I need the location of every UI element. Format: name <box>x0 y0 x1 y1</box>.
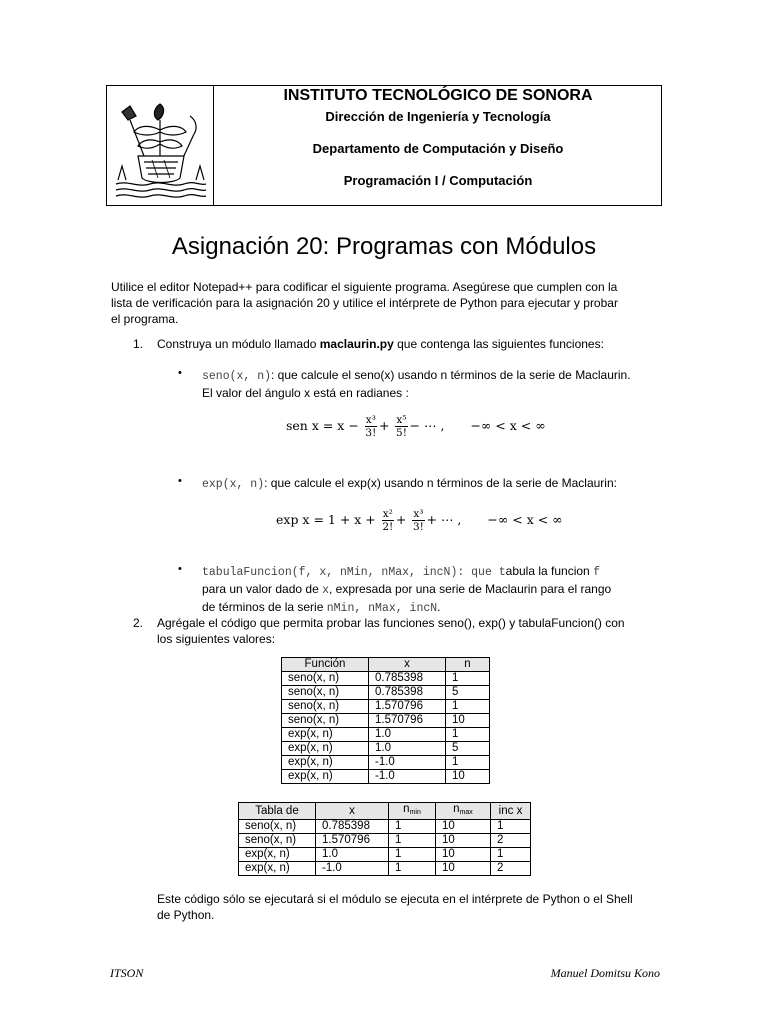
table-row <box>282 742 490 756</box>
table-row <box>282 686 490 700</box>
closing-line: de Python. <box>157 908 215 922</box>
table-cell: 5 <box>446 742 490 756</box>
seno-desc-2: El valor del ángulo x está en radianes : <box>202 386 409 400</box>
course-name: Programación I / Computación <box>343 173 533 188</box>
table-cell: seno(x, n) <box>239 820 316 834</box>
table-header-cell: Tabla de <box>239 803 316 820</box>
test-values-table <box>281 657 490 784</box>
table-cell: seno(x, n) <box>282 714 369 728</box>
closing-paragraph <box>157 891 667 923</box>
table-header-cell: x <box>316 803 389 820</box>
exp-desc: : que calcule el exp(x) usando n términos de la serie de Maclaurin: <box>264 476 617 490</box>
fraction-den: 2! <box>382 521 394 533</box>
intro-line: el programa. <box>111 312 179 326</box>
tabula-table <box>238 802 531 876</box>
table-row <box>282 756 490 770</box>
header-sub: min <box>409 809 421 816</box>
fraction-num: x² <box>382 508 393 520</box>
table-cell: 1.570796 <box>369 714 446 728</box>
table-cell: seno(x, n) <box>282 686 369 700</box>
table-cell: 10 <box>436 834 491 848</box>
header-text <box>215 86 661 188</box>
formula-exp <box>276 508 563 533</box>
closing-line: Este código sólo se ejecutará si el módulo se ejecuta en el intérprete de Python o el Shell <box>157 892 633 906</box>
intro-line: lista de verificación para la asignación 20 y utilice el intérprete de Python para ejecutar y probar <box>111 296 618 310</box>
table-row <box>239 834 531 848</box>
item-2-line: Agrégale el código que permita probar las funciones seno(), exp() y tabulaFuncion() con <box>157 616 625 630</box>
formula-sin-lhs: sen x = x − <box>286 418 359 433</box>
fraction-den: 3! <box>412 521 424 533</box>
intro-line: Utilice el editor Notepad++ para codificar el siguiente programa. Asegúrese que cumplen con la <box>111 280 618 294</box>
table-cell: 10 <box>436 862 491 876</box>
footer-right: Manuel Domitsu Kono <box>550 966 660 980</box>
bullet-exp <box>202 475 662 493</box>
header-sub: max <box>459 809 473 816</box>
item-2-text <box>157 615 667 647</box>
logo-cell <box>107 86 214 205</box>
table-row <box>282 728 490 742</box>
table-cell: exp(x, n) <box>239 848 316 862</box>
code-seno: seno(x, n) <box>202 370 272 383</box>
table-cell: 1.0 <box>316 848 389 862</box>
tabula-line2-pre: para un valor dado de <box>202 582 323 596</box>
table-cell: -1.0 <box>369 770 446 784</box>
institution-logo <box>108 86 213 204</box>
tabula-line3-post: . <box>437 600 441 614</box>
code-f: f <box>593 566 600 579</box>
fraction-num: x³ <box>413 508 424 520</box>
institution-name: INSTITUTO TECNOLÓGICO DE SONORA <box>283 87 593 104</box>
bullet-icon: • <box>178 367 182 379</box>
module-name: maclaurin.py <box>319 337 394 351</box>
table-cell: seno(x, n) <box>239 834 316 848</box>
code-x: x <box>322 584 329 597</box>
table-cell: 1.0 <box>369 742 446 756</box>
table-cell: -1.0 <box>316 862 389 876</box>
table-row <box>239 820 531 834</box>
table-body <box>282 672 490 784</box>
header-base: n <box>453 803 460 815</box>
fraction <box>365 414 377 439</box>
page-title: Asignación 20: Programas con Módulos <box>171 233 597 260</box>
fraction <box>395 414 407 439</box>
item-1-number: 1. <box>133 337 144 351</box>
table-cell: exp(x, n) <box>282 742 369 756</box>
table-cell: 1.0 <box>369 728 446 742</box>
formula-op: + <box>395 512 407 527</box>
tabula-line2-post: , expresada por una serie de Maclaurin para el rango <box>329 582 612 596</box>
item-2-number: 2. <box>133 616 144 630</box>
fraction-num: x⁵ <box>396 414 407 426</box>
table-cell: 1.570796 <box>369 700 446 714</box>
table-row <box>282 700 490 714</box>
table-cell: 1 <box>446 672 490 686</box>
item-1-text <box>157 336 667 352</box>
table-cell: 1 <box>389 862 436 876</box>
table-cell: exp(x, n) <box>282 728 369 742</box>
table-cell: 0.785398 <box>316 820 389 834</box>
table-cell: 2 <box>491 834 531 848</box>
table-cell: 10 <box>446 770 490 784</box>
intro-paragraph <box>111 279 671 327</box>
table-cell: 1 <box>389 848 436 862</box>
table-row <box>282 770 490 784</box>
table-cell: -1.0 <box>369 756 446 770</box>
fraction-den: 3! <box>365 427 377 439</box>
seno-desc: : que calcule el seno(x) usando n términos de la serie de Maclaurin. <box>271 368 631 382</box>
table-cell: 2 <box>491 862 531 876</box>
table-header-cell: inc x <box>491 803 531 820</box>
table-cell: 1 <box>446 728 490 742</box>
bullet-tabula <box>202 563 672 617</box>
direction-name: Dirección de Ingeniería y Tecnología <box>325 109 551 124</box>
formula-tail: + ⋯ , <box>426 512 462 527</box>
table-cell: 1 <box>389 820 436 834</box>
code-tabula: tabulaFuncion(f, x, nMin, nMax, incN): que t <box>202 566 506 579</box>
item-1-pre: Construya un módulo llamado <box>157 337 320 351</box>
table-cell: 5 <box>446 686 490 700</box>
table-row <box>282 672 490 686</box>
table-header-cell <box>436 803 491 820</box>
formula-range: −∞ < x < ∞ <box>470 418 546 433</box>
table-body <box>239 820 531 876</box>
header-base: n <box>403 803 410 815</box>
bullet-seno <box>202 367 662 401</box>
tabula-line3-pre: de términos de la serie <box>202 600 327 614</box>
table-header-cell <box>389 803 436 820</box>
fraction-num: x³ <box>365 414 376 426</box>
bullet-icon: • <box>178 475 182 487</box>
table-header-row <box>239 803 531 820</box>
table-cell: exp(x, n) <box>282 756 369 770</box>
table-cell: exp(x, n) <box>282 770 369 784</box>
table-cell: 1 <box>491 820 531 834</box>
table-header-cell: Función <box>282 658 369 672</box>
table-cell: 1 <box>389 834 436 848</box>
table-row <box>282 714 490 728</box>
code-exp: exp(x, n) <box>202 478 265 491</box>
footer-left: ITSON <box>110 966 144 980</box>
table-row <box>239 862 531 876</box>
table-cell: 1 <box>491 848 531 862</box>
table-cell: 10 <box>446 714 490 728</box>
fraction-den: 5! <box>396 427 407 439</box>
table-header-cell: n <box>446 658 490 672</box>
table-cell: seno(x, n) <box>282 700 369 714</box>
formula-range: −∞ < x < ∞ <box>487 512 563 527</box>
header-box <box>106 85 662 206</box>
table-cell: 1 <box>446 756 490 770</box>
fraction <box>382 508 394 533</box>
table-header-cell: x <box>369 658 446 672</box>
table-cell: 1 <box>446 700 490 714</box>
item-2-line: los siguientes valores: <box>157 632 276 646</box>
tabula-desc: abula la funcion <box>505 564 594 578</box>
formula-tail: − ⋯ , <box>409 418 445 433</box>
department-name: Departamento de Computación y Diseño <box>312 141 564 156</box>
table-cell: 0.785398 <box>369 686 446 700</box>
table-cell: 10 <box>436 848 491 862</box>
formula-op: + <box>378 418 390 433</box>
fraction <box>412 508 424 533</box>
table-cell: 1.570796 <box>316 834 389 848</box>
code-range: nMin, nMax, incN <box>326 602 438 615</box>
table-cell: 10 <box>436 820 491 834</box>
table-cell: 0.785398 <box>369 672 446 686</box>
formula-sin <box>286 414 546 439</box>
table-cell: exp(x, n) <box>239 862 316 876</box>
table-cell: seno(x, n) <box>282 672 369 686</box>
formula-exp-lhs: exp x = 1 + x + <box>276 512 376 527</box>
item-1-post: que contenga las siguientes funciones: <box>393 337 604 351</box>
table-row <box>239 848 531 862</box>
table-header-row <box>282 658 490 672</box>
bullet-icon: • <box>178 563 182 575</box>
